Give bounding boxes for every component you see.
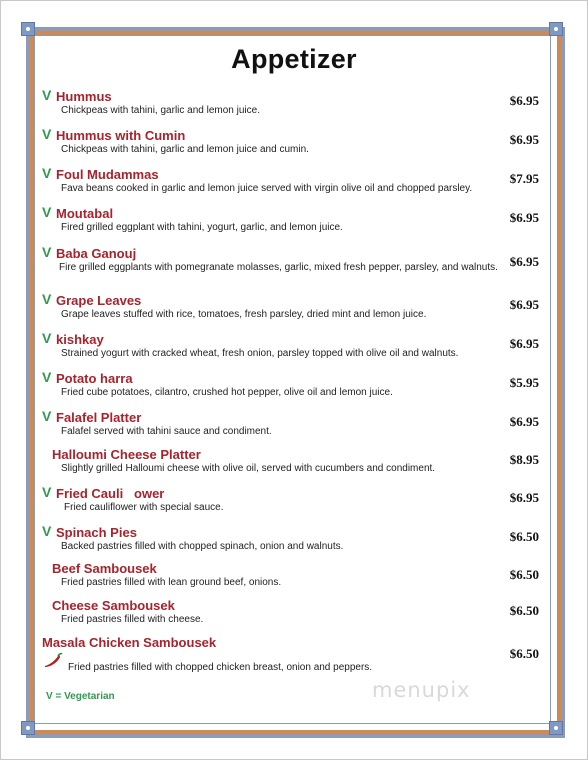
- item-name: Masala Chicken Sambousek: [42, 635, 217, 650]
- item-price: $6.95: [509, 297, 539, 312]
- vegetarian-mark: V: [42, 165, 52, 181]
- item-name: Falafel Platter: [56, 410, 142, 425]
- item-description: Fried pastries filled with lean ground beef, onions.: [61, 577, 282, 588]
- item-price: $6.50: [509, 603, 539, 618]
- item-name: Hummus: [56, 89, 112, 104]
- vegetarian-mark: V: [42, 87, 52, 103]
- item-description: Chickpeas with tahini, garlic and lemon juice.: [61, 105, 260, 116]
- item-description: Fired grilled eggplant with tahini, yogurt, garlic, and lemon juice.: [61, 222, 343, 233]
- item-price: $6.50: [509, 567, 539, 582]
- item-price: $8.95: [509, 452, 539, 467]
- vegetarian-mark: V: [42, 291, 52, 307]
- corner-ornament-icon: [21, 22, 35, 36]
- item-price: $7.95: [509, 171, 539, 186]
- item-price: $6.95: [509, 490, 539, 505]
- item-price: $6.95: [509, 414, 539, 429]
- item-name: Fried Cauli ower: [56, 486, 165, 501]
- corner-ornament-icon: [549, 721, 563, 735]
- item-description: Fried cauliflower with special sauce.: [64, 502, 224, 513]
- chili-pepper-icon: [43, 652, 63, 668]
- item-name: Moutabal: [56, 206, 114, 221]
- item-description: Chickpeas with tahini, garlic and lemon juice and cumin.: [61, 144, 309, 155]
- item-description: Slightly grilled Halloumi cheese with olive oil, served with cucumbers and condiment.: [61, 463, 436, 474]
- vegetarian-mark: V: [42, 330, 52, 346]
- item-description: Fried cube potatoes, cilantro, crushed hot pepper, olive oil and lemon juice.: [61, 387, 393, 398]
- item-description: Fire grilled eggplants with pomegranate molasses, garlic, mixed fresh pepper, parsley, and walnuts.: [59, 262, 498, 273]
- item-name: Grape Leaves: [56, 293, 142, 308]
- item-name: Beef Sambousek: [52, 561, 157, 576]
- item-name: Cheese Sambousek: [52, 598, 175, 613]
- menu-title: Appetizer: [231, 44, 357, 74]
- corner-ornament-icon: [21, 721, 35, 735]
- item-price: $5.95: [509, 375, 539, 390]
- menupix-watermark: menupix: [372, 678, 471, 702]
- item-price: $6.95: [509, 132, 539, 147]
- vegetarian-mark: V: [42, 484, 52, 500]
- item-description: Backed pastries filled with chopped spinach, onion and walnuts.: [61, 541, 344, 552]
- item-name: Spinach Pies: [56, 525, 137, 540]
- item-price: $6.95: [509, 93, 539, 108]
- vegetarian-mark: V: [42, 244, 52, 260]
- item-name: Baba Ganouj: [56, 246, 137, 261]
- vegetarian-legend: V = Vegetarian: [46, 691, 115, 702]
- item-price: $6.95: [509, 254, 539, 269]
- vegetarian-mark: V: [42, 523, 52, 539]
- item-description: Falafel served with tahini sauce and condiment.: [61, 426, 272, 437]
- vegetarian-mark: V: [42, 369, 52, 385]
- item-description: Strained yogurt with cracked wheat, fresh onion, parsley topped with olive oil and walnuts.: [61, 348, 459, 359]
- item-name: Halloumi Cheese Platter: [52, 447, 201, 462]
- vegetarian-mark: V: [42, 408, 52, 424]
- item-name: kishkay: [56, 332, 104, 347]
- item-price: $6.50: [509, 646, 539, 661]
- item-name: Potato harra: [56, 371, 133, 386]
- item-price: $6.95: [509, 336, 539, 351]
- item-description: Fava beans cooked in garlic and lemon juice served with virgin olive oil and chopped parsley.: [61, 183, 473, 194]
- item-price: $6.95: [509, 210, 539, 225]
- corner-ornament-icon: [549, 22, 563, 36]
- item-name: Hummus with Cumin: [56, 128, 186, 143]
- item-name: Foul Mudammas: [56, 167, 159, 182]
- vegetarian-mark: V: [42, 204, 52, 220]
- vegetarian-mark: V: [42, 126, 52, 142]
- item-description: Fried pastries filled with chopped chicken breast, onion and peppers.: [68, 662, 373, 673]
- item-description: Grape leaves stuffed with rice, tomatoes, fresh parsley, dried mint and lemon juice.: [61, 309, 427, 320]
- item-description: Fried pastries filled with cheese.: [61, 614, 204, 625]
- item-price: $6.50: [509, 529, 539, 544]
